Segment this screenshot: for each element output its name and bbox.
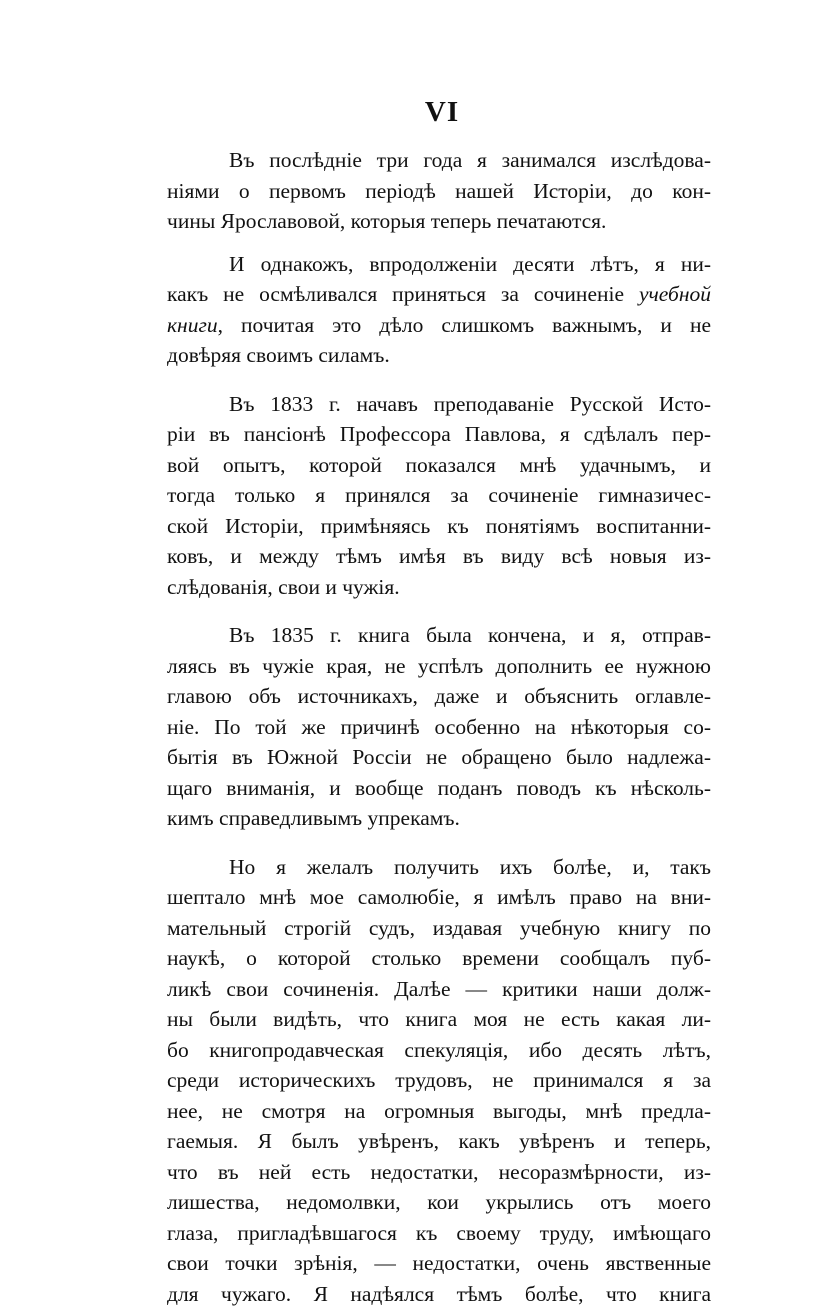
text-line: слѣдованія, свои и чужія. [167, 572, 711, 603]
text-line: свои точки зрѣнія, — недостатки, очень явственные [167, 1248, 711, 1279]
text-line: лишества, недомолвки, кои укрылись отъ моего [167, 1187, 711, 1218]
text-line: для чужаго. Я надѣялся тѣмъ болѣе, что книга [167, 1279, 711, 1309]
text-line: И однакожъ, впродолженіи десяти лѣтъ, я ни- [167, 249, 711, 280]
text-line: Въ послѣдніе три года я занимался изслѣдова- [167, 145, 711, 176]
paragraph-1 [167, 145, 711, 237]
paragraph-5 [167, 852, 711, 1309]
page-text [167, 145, 711, 1309]
text-line: наукѣ, о которой столько времени сообщалъ пуб- [167, 943, 711, 974]
text-line: Но я желалъ получить ихъ болѣе, и, такъ [167, 852, 711, 883]
text-line: нее, не смотря на огромныя выгоды, мнѣ предла- [167, 1096, 711, 1127]
text-line: тогда только я принялся за сочиненіе гимназичес- [167, 480, 711, 511]
paragraph-3 [167, 389, 711, 603]
text-line: гаемыя. Я былъ увѣренъ, какъ увѣренъ и теперь, [167, 1126, 711, 1157]
text-line: бо книгопродавческая спекуляція, ибо десять лѣтъ, [167, 1035, 711, 1066]
text-line: вой опытъ, которой показался мнѣ удачнымъ, и [167, 450, 711, 481]
text-line: бытія въ Южной Россіи не обращено было надлежа- [167, 742, 711, 773]
text-line: ляясь въ чужіе края, не успѣлъ дополнить ее нужною [167, 651, 711, 682]
italic-phrase: книги [167, 313, 218, 337]
paragraph-2 [167, 249, 711, 371]
text-line: среди историческихъ трудовъ, не принимался я за [167, 1065, 711, 1096]
text-line: ковъ, и между тѣмъ имѣя въ виду всѣ новыя из- [167, 541, 711, 572]
text-line: ніями о первомъ періодѣ нашей Исторіи, до кон- [167, 176, 711, 207]
text-line: книги, почитая это дѣло слишкомъ важнымъ, и не [167, 313, 711, 337]
text-line-with-italic [167, 310, 711, 341]
text-line: какъ не осмѣливался приняться за сочиненіе учебной [167, 282, 711, 306]
text-line-with-italic [167, 279, 711, 310]
paragraph-4 [167, 620, 711, 834]
text-line: мательный строгій судъ, издавая учебную книгу по [167, 913, 711, 944]
text-line: кимъ справедливымъ упрекамъ. [167, 803, 711, 834]
text-line: шептало мнѣ мое самолюбіе, я имѣлъ право на вни- [167, 882, 711, 913]
text-line: что въ ней есть недостатки, несоразмѣрности, из- [167, 1157, 711, 1188]
text-line: ріи въ пансіонѣ Профессора Павлова, я сдѣлалъ пер- [167, 419, 711, 450]
text-line: ликѣ свои сочиненія. Далѣе — критики наши долж- [167, 974, 711, 1005]
text-line: ны были видѣть, что книга моя не есть какая ли- [167, 1004, 711, 1035]
text-line: довѣряя своимъ силамъ. [167, 340, 711, 371]
text-line: Въ 1835 г. книга была кончена, и я, отправ- [167, 620, 711, 651]
italic-phrase: учебной [639, 282, 711, 306]
text-line: щаго вниманія, и вообще поданъ поводъ къ нѣсколь- [167, 773, 711, 804]
text-line: глаза, пригладѣвшагося къ своему труду, имѣющаго [167, 1218, 711, 1249]
text-line: ской Исторіи, примѣняясь къ понятіямъ воспитанни- [167, 511, 711, 542]
text-line: ніе. По той же причинѣ особенно на нѣкоторыя со- [167, 712, 711, 743]
text-line: главою объ источникахъ, даже и объяснить оглавле- [167, 681, 711, 712]
text-line: Въ 1833 г. начавъ преподаваніе Русской Исто- [167, 389, 711, 420]
text-line: чины Ярославовой, которыя теперь печатаются. [167, 206, 711, 237]
page-number: VI [0, 96, 840, 129]
